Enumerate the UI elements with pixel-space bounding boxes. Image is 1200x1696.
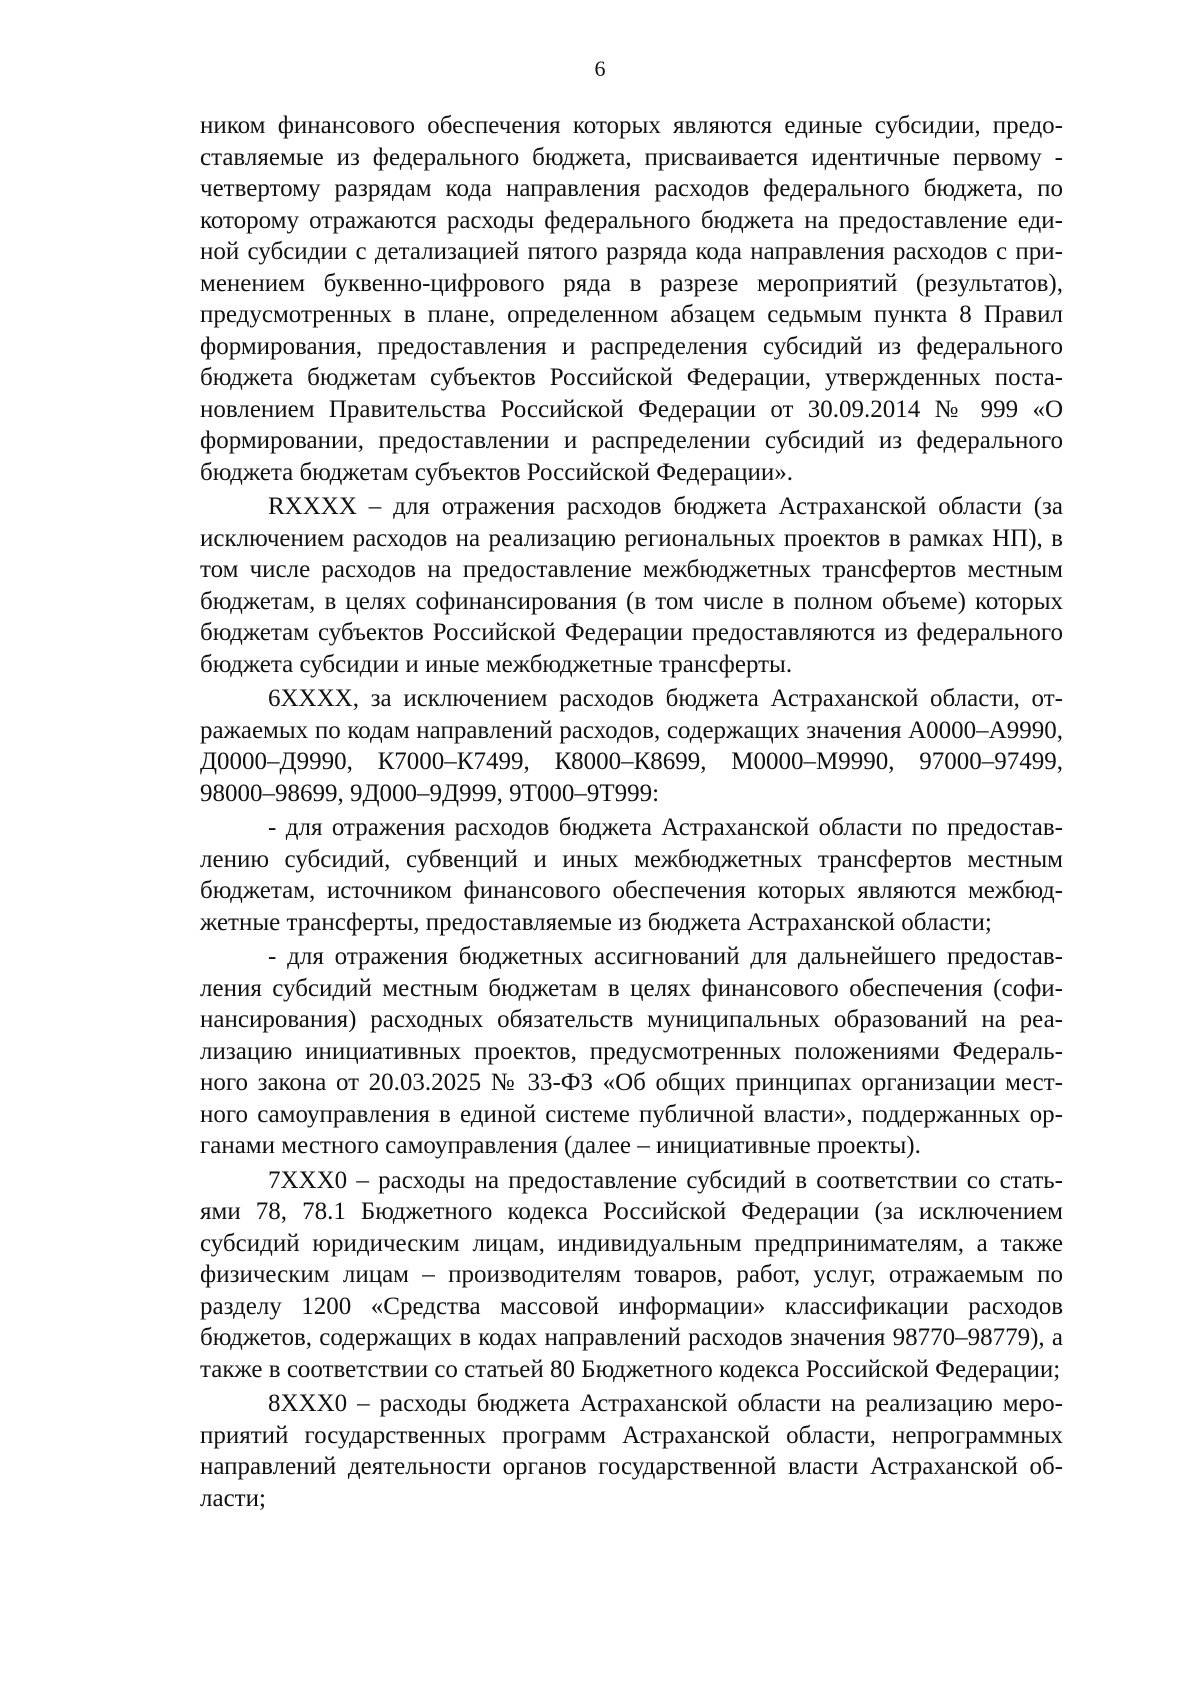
paragraph-6xxxx-item-2: - для отражения бюджетных ассигнований для дальнейшего предоставления субсидий местным бюджетам в целях финансового обеспечения (софинансирования) расходных обязательств муниципальных образований на реализацию инициативных проектов, предусмотренных положениями Федерального закона от 20.03.2025 № 33-ФЗ «Об общих принципах организации местного самоуправления в единой системе публичной власти», поддержанных органами местного самоуправления (далее – инициативные проекты). <box>200 943 1063 1159</box>
paragraph-6xxxx-item-1: - для отражения расходов бюджета Астраханской области по предоставлению субсидий, субвенций и иных межбюджетных трансфертов местным бюджетам, источником финансового обеспечения которых являются межбюджетные трансферты, предоставляемые из бюджета Астраханской области; <box>200 814 1063 936</box>
page-number: 6 <box>594 56 606 81</box>
paragraph-rxxxx: RXXXX – для отражения расходов бюджета Астраханской области (за исключением расходов на реализацию региональных проектов в рамках НП), в том числе расходов на предоставление межбюджетных трансфертов местным бюджетам, в целях софинансирования (в том числе в полном объеме) которых бюджетам субъектов Российской Федерации предоставляются из федерального бюджета субсидии и иные межбюджетные трансферты. <box>200 493 1063 678</box>
paragraph-8xxx0: 8XXX0 – расходы бюджета Астраханской области на реализацию мероприятий государственных программ Астраханской области, непрограммных направлений деятельности органов государственной власти Астраханской области; <box>200 1390 1063 1512</box>
document-body <box>200 110 1063 1517</box>
paragraph-continuation: ником финансового обеспечения которых являются единые субсидии, предоставляемые из федерального бюджета, присваивается идентичные первому - четвертому разрядам кода направления расходов федерального бюджета, по которому отражаются расходы федерального бюджета на предоставление единой субсидии с детализацией пятого разряда кода направления расходов с применением буквенно-цифрового ряда в разрезе мероприятий (результатов), предусмотренных в плане, определенном абзацем седьмым пункта 8 Правил формирования, предоставления и распределения субсидий из федерального бюджета бюджетам субъектов Российской Федерации, утвержденных постановлением Правительства Российской Федерации от 30.09.2014 № 999 «О формировании, предоставлении и распределении субсидий из федерального бюджета бюджетам субъектов Российской Федерации». <box>200 112 1063 486</box>
paragraph-7xxx0: 7XXX0 – расходы на предоставление субсидий в соответствии со статьями 78, 78.1 Бюджетного кодекса Российской Федерации (за исключением субсидий юридическим лицам, индивидуальным предпринимателям, а также физическим лицам – производителям товаров, работ, услуг, отражаемым по разделу 1200 «Средства массовой информации» классификации расходов бюджетов, содержащих в кодах направлений расходов значения 98770–98779), а также в соответствии со статьей 80 Бюджетного кодекса Российской Федерации; <box>200 1166 1063 1383</box>
paragraph-6xxxx: 6XXXX, за исключением расходов бюджета Астраханской области, отражаемых по кодам направлений расходов, содержащих значения А0000–А9990, Д0000–Д9990, К7000–К7499, К8000–К8699, М0000–М9990, 97000–97499, 98000–98699, 9Д000–9Д999, 9Т000–9Т999: <box>200 685 1063 807</box>
